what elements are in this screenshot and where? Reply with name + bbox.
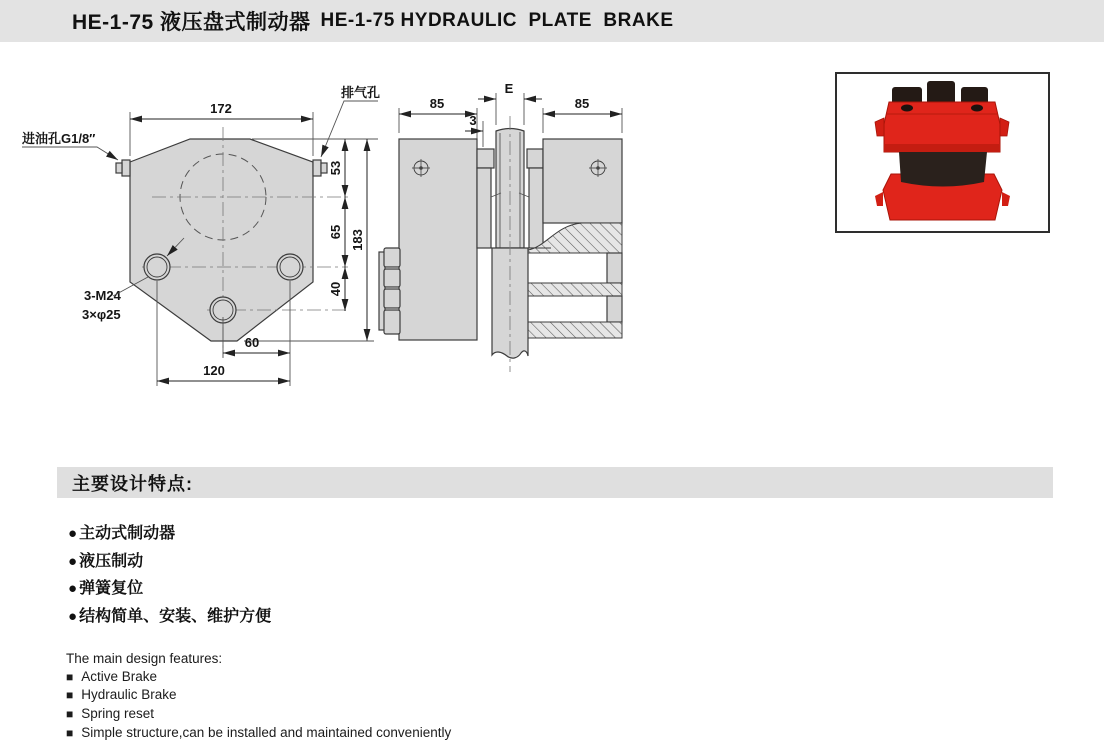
page-title-zh: HE-1-75 液压盘式制动器 — [72, 11, 311, 34]
label-oil-inlet: 进油孔G1/8″ — [22, 131, 96, 146]
right-caliper-body — [543, 139, 622, 223]
product-photo-frame — [835, 72, 1050, 233]
section-header-bar — [57, 467, 1053, 498]
bullet-square-icon: ■ — [66, 725, 74, 740]
feature-text: Spring reset — [81, 706, 155, 722]
feature-item-en — [66, 668, 451, 687]
dim-85-right: 85 — [574, 96, 590, 111]
bullet-dot-icon: ● — [68, 607, 78, 625]
page-title-en: HE-1-75 HYDRAULIC PLATE BRAKE — [320, 10, 674, 31]
section-title: 主要设计特点: — [72, 473, 193, 494]
exhaust-nipple — [313, 160, 327, 176]
feature-item-zh — [68, 520, 271, 548]
brake-photo-upper-body — [875, 102, 1009, 152]
dim-65: 65 — [328, 224, 343, 240]
dim-53: 53 — [328, 160, 343, 176]
dim-85-left: 85 — [429, 96, 445, 111]
bolt-hole — [144, 254, 170, 280]
feature-item-zh — [68, 548, 271, 576]
label-bolt-spec-2: 3×φ25 — [82, 307, 121, 322]
dim-3: 3 — [469, 113, 477, 128]
label-bolt-spec-1: 3-M24 — [84, 288, 121, 303]
dim-120: 120 — [203, 363, 225, 378]
features-list-en — [66, 650, 451, 743]
dim-40: 40 — [328, 281, 343, 297]
bullet-dot-icon: ● — [68, 580, 78, 597]
feature-item-en — [66, 705, 451, 724]
feature-text: 弹簧复位 — [79, 580, 144, 597]
oil-inlet-nipple — [116, 160, 130, 176]
left-caliper-body — [399, 139, 477, 340]
feature-item-zh — [68, 603, 271, 631]
side-view — [379, 81, 622, 372]
technical-drawing — [0, 50, 800, 450]
label-exhaust: 排气孔 — [341, 85, 381, 100]
dim-60: 60 — [244, 335, 260, 350]
product-photo — [837, 74, 1048, 231]
front-view — [22, 85, 380, 386]
feature-item-en — [66, 724, 451, 743]
title-bar — [0, 0, 1104, 42]
dim-183: 183 — [350, 229, 365, 251]
bolt-hole — [277, 254, 303, 280]
feature-text: 主动式制动器 — [79, 525, 176, 542]
feature-item-zh — [68, 575, 271, 603]
features-intro-en: The main design features: — [66, 651, 223, 666]
bullet-square-icon: ■ — [66, 688, 74, 703]
feature-text: Simple structure,can be installed and maintained conveniently — [81, 724, 452, 740]
brake-photo-pad-band — [899, 152, 987, 187]
bullet-dot-icon: ● — [68, 552, 78, 570]
feature-text: 结构简单、安装、维护方便 — [79, 607, 272, 625]
feature-text: Active Brake — [81, 668, 158, 684]
bullet-square-icon: ■ — [66, 669, 74, 684]
features-list-zh — [68, 520, 271, 630]
dim-width-top: 172 — [210, 101, 232, 116]
bullet-dot-icon: ● — [68, 525, 78, 542]
dim-gap-e: E — [504, 81, 514, 96]
feature-text: 液压制动 — [79, 552, 144, 570]
feature-text: Hydraulic Brake — [81, 687, 177, 703]
feature-item-en — [66, 686, 451, 705]
bullet-square-icon: ■ — [66, 707, 74, 722]
